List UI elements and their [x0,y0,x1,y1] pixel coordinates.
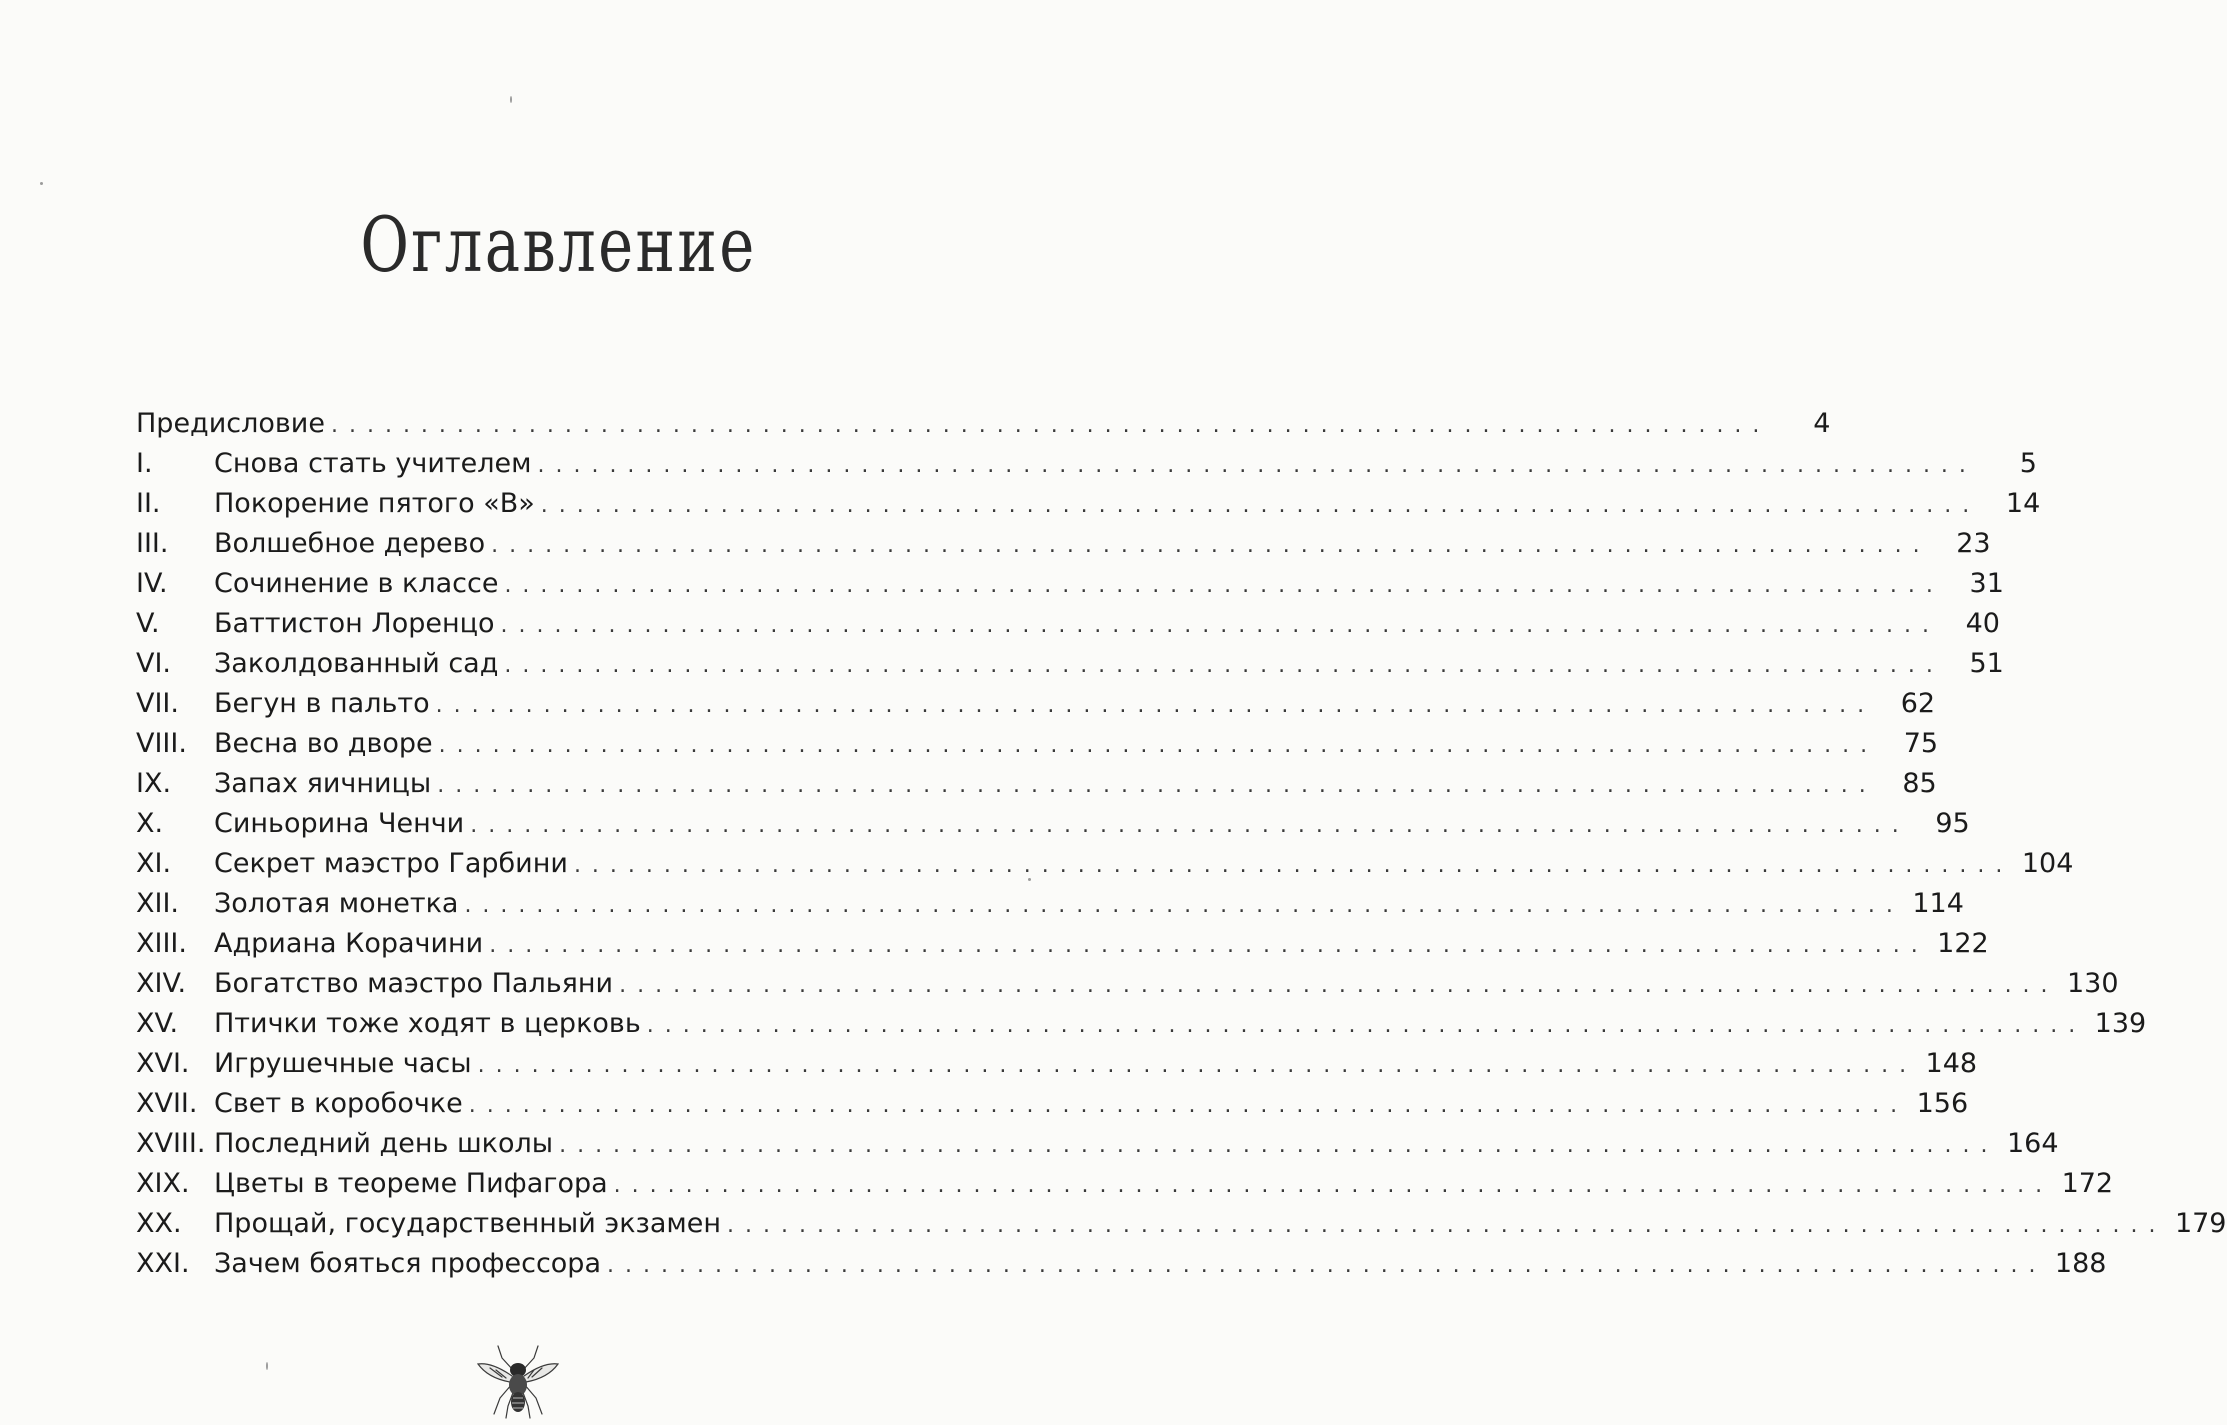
dot-leader: ................................................................................ [540,493,1981,518]
page-number: 164 [1999,1124,2059,1164]
chapter-number: VI. [136,648,172,679]
chapter-title: Игрушечные часы [214,1044,478,1084]
toc-entry [136,604,2000,644]
dot-leader: ................................................................................ [330,413,1771,438]
chapter-number: X. [136,808,164,839]
chapter-title: Запах яичницы [214,764,437,804]
chapter-number: XIV. [136,968,187,999]
page-number: 179 [2167,1204,2227,1244]
chapter-number: XVI. [136,1048,190,1079]
chapter-title: Секрет маэстро Гарбини [214,844,574,884]
dot-leader: ................................................................................ [435,693,1876,718]
chapter-number: IV. [136,568,168,599]
chapter-number: XVIII. [136,1128,206,1159]
page-number: 114 [1904,884,1964,924]
page-number: 85 [1877,764,1937,804]
dot-leader: ................................................................................ [438,733,1879,758]
paper-speck [266,1362,268,1370]
toc-entry [136,1164,2114,1204]
chapter-title: Бегун в пальто [214,684,436,724]
toc-entry [136,1084,1969,1124]
toc-entry [136,1244,2107,1284]
chapter-title: Адриана Корачини [214,924,489,964]
toc-entry [136,1124,2059,1164]
toc-entry [136,684,1936,724]
paper-speck [40,182,43,185]
dot-leader: ................................................................................ [727,1213,2167,1238]
chapter-title: Прощай, государственный экзамен [214,1204,727,1244]
chapter-number: XI. [136,848,172,879]
chapter-title: Волшебное дерево [214,524,491,564]
dot-leader: ................................................................................ [537,453,1977,478]
chapter-number: XXI. [136,1248,190,1279]
dot-leader: ................................................................................ [607,1253,2047,1278]
dot-leader: ................................................................................ [470,813,1910,838]
page-number: 95 [1910,804,1970,844]
page-number: 75 [1878,724,1938,764]
page-number: 148 [1917,1044,1977,1084]
dot-leader: ................................................................................ [504,573,1944,598]
chapter-title: Баттистон Лоренцо [214,604,501,644]
chapter-number: XV. [136,1008,179,1039]
dot-leader: ................................................................................ [437,773,1877,798]
page-number: 14 [1980,484,2040,524]
toc-entry [136,524,1991,564]
chapter-title: Золотая монетка [214,884,464,924]
dot-leader: ................................................................................ [573,853,2014,878]
toc-entry [136,804,1970,844]
chapter-number: II. [136,488,161,519]
chapter-number: XIII. [136,928,187,959]
fly-icon [472,1340,564,1420]
page-number: 31 [1944,564,2004,604]
dot-leader: ................................................................................ [468,1093,1909,1118]
page-number: 5 [1977,444,2037,484]
toc-entry [136,764,1937,804]
toc-entry [136,484,2041,524]
chapter-number: VII. [136,688,179,719]
dot-leader: ................................................................................ [619,973,2059,998]
chapter-number: VIII. [136,728,187,759]
page-number: 172 [2053,1164,2113,1204]
dot-leader: ................................................................................ [477,1053,1918,1078]
chapter-number: I. [136,448,153,479]
chapter-title: Покорение пятого «В» [214,484,541,524]
page-number: 122 [1929,924,1989,964]
paper-speck [1028,878,1031,881]
chapter-title: Снова стать учителем [214,444,537,484]
chapter-number: XX. [136,1208,182,1239]
page-number: 51 [1944,644,2004,684]
chapter-title: Весна во дворе [214,724,439,764]
paper-speck [510,96,512,103]
dot-leader: ................................................................................ [489,933,1929,958]
chapter-title: Последний день школы [214,1124,559,1164]
chapter-number: XIX. [136,1168,190,1199]
page-number: 130 [2059,964,2119,1004]
chapter-number: III. [136,528,169,559]
chapter-title: Цветы в теореме Пифагора [214,1164,614,1204]
page-number: 40 [1940,604,2000,644]
page-title: Оглавление [360,200,757,289]
dot-leader: ................................................................................ [491,533,1931,558]
dot-leader: ................................................................................ [504,653,1944,678]
chapter-title: Синьорина Ченчи [214,804,470,844]
dot-leader: ................................................................................ [464,893,1904,918]
chapter-number: XVII. [136,1088,198,1119]
toc-entry [136,1004,2147,1044]
page-number: 4 [1770,404,1830,444]
chapter-title: Предисловие [136,404,331,444]
dot-leader: ................................................................................ [500,613,1940,638]
toc-entry [136,724,1939,764]
toc-entry [136,1044,1978,1084]
chapter-title: Птички тоже ходят в церковь [214,1004,647,1044]
toc-entry [136,884,1964,924]
table-of-contents [136,404,2227,1284]
page-number: 188 [2046,1244,2106,1284]
toc-entry [136,1204,2227,1244]
toc-entry [136,404,1831,444]
toc-entry [136,644,2004,684]
page-number: 139 [2086,1004,2146,1044]
page-number: 62 [1875,684,1935,724]
dot-leader: ................................................................................ [646,1013,2087,1038]
chapter-number: V. [136,608,160,639]
chapter-number: IX. [136,768,172,799]
chapter-title: Сочинение в классе [214,564,504,604]
toc-entry [136,964,2119,1004]
toc-entry [136,444,2037,484]
chapter-title: Свет в коробочке [214,1084,469,1124]
page-number: 23 [1931,524,1991,564]
page-number: 156 [1908,1084,1968,1124]
chapter-number: XII. [136,888,180,919]
chapter-title: Богатство маэстро Пальяни [214,964,619,1004]
chapter-title: Зачем бояться профессора [214,1244,607,1284]
dot-leader: ................................................................................ [613,1173,2054,1198]
dot-leader: ................................................................................ [559,1133,1999,1158]
chapter-title: Заколдованный сад [214,644,504,684]
toc-entry [136,924,1989,964]
toc-entry [136,564,2004,604]
toc-entry [136,844,2074,884]
page-number: 104 [2013,844,2073,884]
